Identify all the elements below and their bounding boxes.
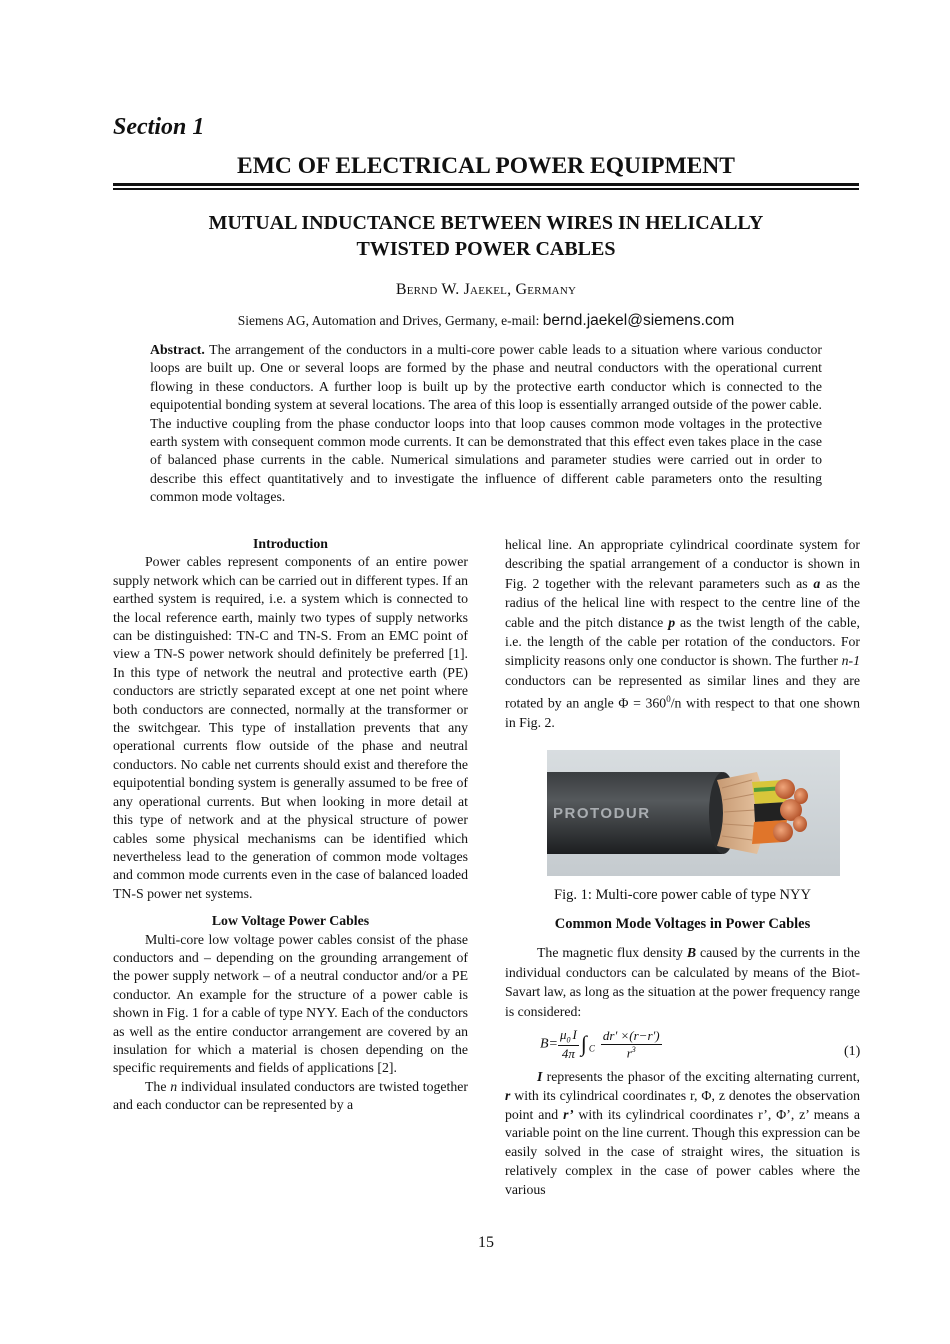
cm-paragraph: The magnetic flux density B caused by the currents in the individual conductors can be calculated by means of the Biot-Savart law, as long as the situation at the power frequency range is considered: [505,945,860,1019]
title-rule-thin [113,188,859,190]
left-column [113,535,468,1115]
cable-photo [547,750,840,876]
figure-caption: Fig. 1: Multi-core power cable of type NYY [554,887,811,903]
abstract [150,341,822,507]
equation-number: (1) [844,1044,861,1059]
title-rule-thick [113,183,859,186]
abstract-text: The arrangement of the conductors in a multi-core power cable leads to a situation where various conductor loops are built up. One or several loops are formed by the phase and neutral conductors with the operational current flowing in these conductors. A further loop is built up by the protective earth conductor which is connected to the equipotential bonding system at several locations. The area of this loop is essentially arranged outside of the power cable. The inductive coupling from the phase conductor loops into that loop causes common mode voltages in the protective earth system with consequent common mode currents. It can be demonstrated that this effect even takes place in the case of balanced phase currents in the cable. Numerical simulations and parameter studies were carried out in order to describe this effect quantitatively and to investigate the influence of different cable parameters onto the resulting common mode voltages. [150,342,822,505]
intro-heading: Introduction [253,536,328,551]
lv-paragraph-2: The n individual insulated conductors are twisted together and each conductor can be represented by a [113,1078,468,1113]
chapter-title: EMC OF ELECTRICAL POWER EQUIPMENT [237,153,735,179]
paper-title-line2: TWISTED POWER CABLES [356,238,616,260]
abstract-label: Abstract. [150,342,205,357]
paper-title-line1: MUTUAL INDUCTANCE BETWEEN WIRES IN HELICALLY [208,212,764,234]
lv-heading: Low Voltage Power Cables [211,913,370,929]
helical-paragraph: helical line. An appropriate cylindrical coordinate system for describing the spatial arrangement of a conductor is shown in Fig. 2 together with the relevant parameters such as a as the radius of the helical line with respect to the centre line of the cable and the pitch distance p as the twist length of the cable, i.e. the length of the cable per rotation of the conductors. For simplicity reasons only one conductor is shown. The further n-1 conductors can be represented as similar lines and they are rotated by an angle $\Phi = 360^0/n$ with respect to that one shown in Fig. 2. [505,537,861,731]
phasor-paragraph: I represents the phasor of the exciting alternating current, r with its cylindrical coordinates r, Φ, z denotes the observation point and r’ with its cylindrical coordinates r’, Φ’, z’ means a variable point on the line current. Though this expression can be easily solved in the case of straight wires, the situation is relatively complex in the case of power cables where the various [505,1069,860,1197]
cable-print: PROTODUR [553,805,651,822]
page-number: 15 [478,1234,494,1251]
section-label: Section 1 [113,114,205,140]
email-address: bernd.jaekel@siemens.com [542,312,735,329]
paper-title [130,210,842,262]
affiliation-text: Siemens AG, Automation and Drives, Germany, e-mail: [237,313,543,328]
affiliation [113,312,859,330]
cm-heading: Common Mode Voltages in Power Cables [554,916,811,932]
biot-savart-equation: B= $\frac{\mu_0 I}{4\pi}$ ∫ $_C$ $\frac{dr' \times(r-r')}{r^3}$ [540,1027,660,1061]
right-column-top [505,535,860,733]
intro-paragraph: Power cables represent components of an entire power supply network which can be carried out in different types. If an earthed system is required, i.e. a system which is connected to the local reference earth, mainly two types of supply networks can be distinguished: TN-C and TN-S. From an EMC point of view a TN-S power network should definitely be preferred [1]. In this type of network the neutral and protective earth (PE) conductors are strictly separated except at one net point where both conductors are connected, normally at the transformer or the switchgear. This type of installation prevents that any operational currents flow outside of the phase and neutral conductors. No cable net currents should exist and therefore the equipotential bonding system is generally assumed to be free of any operational currents. But when looking in more detail at this type of network and at the physical structure of power cables some physical mechanisms can be identified which nevertheless lead to the generation of common mode voltages and common mode currents even in the case of balanced loaded TN-S power net systems. [113,554,468,901]
author: Bernd W. Jaekel, Germany [395,281,577,298]
lv-paragraph-1: Multi-core low voltage power cables consist of the phase conductors and – depending on the grounding arrangement of the power supply network – of a neutral conductor and/or a PE conductor. An example for the structure of a power cable is shown in Fig. 1 for a cable of type NYY. Each of the conductors as well as the entire conductor arrangement are covered by an insulation for which a material is chosen depending on the specific requirements and fields of applications [2]. [113,931,468,1076]
